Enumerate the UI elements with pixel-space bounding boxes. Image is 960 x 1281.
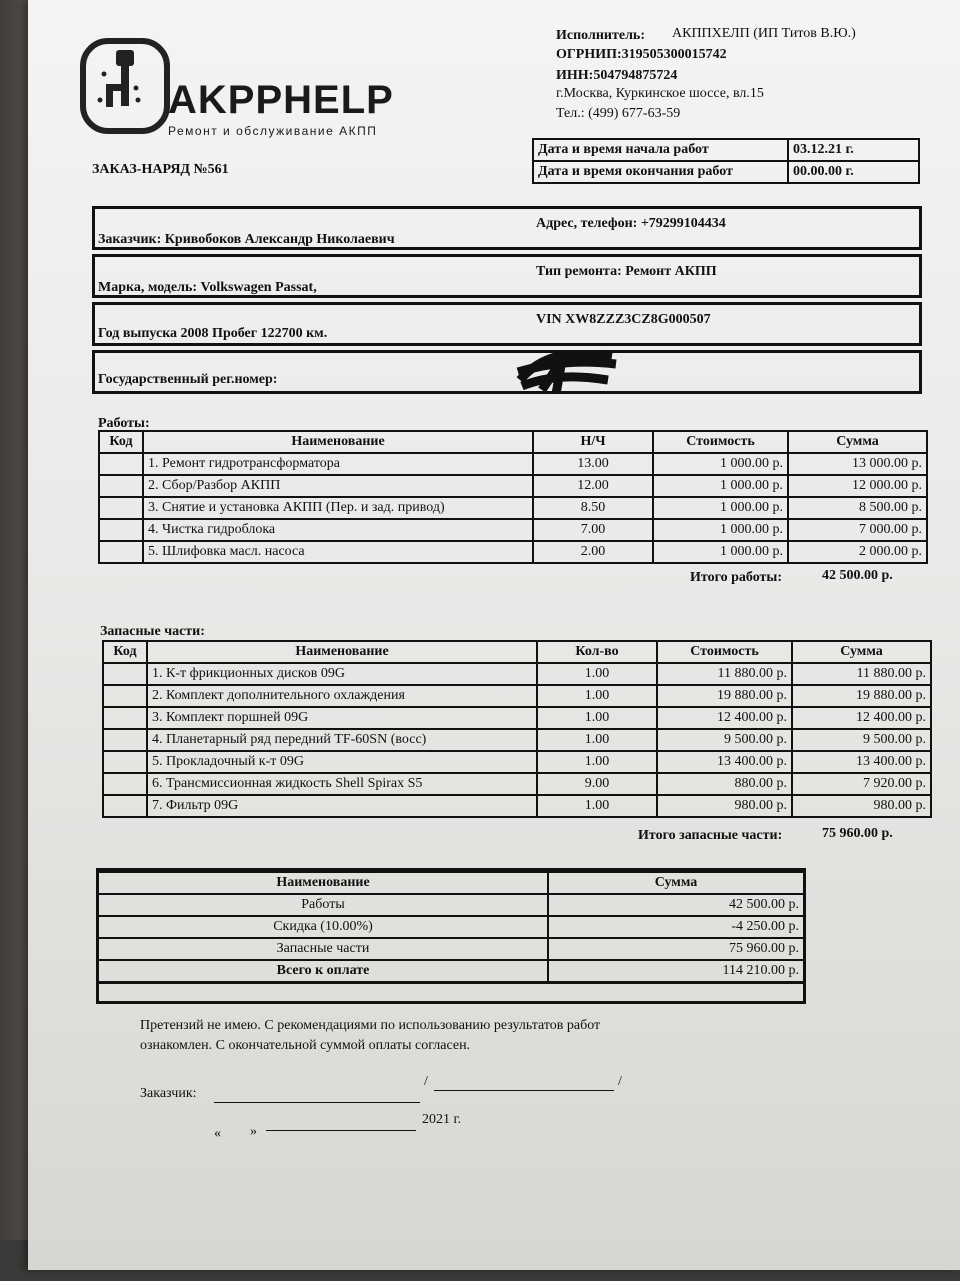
order-title: ЗАКАЗ-НАРЯД №561 [92,162,229,177]
date-quote-open: « [214,1126,221,1141]
table-row [103,795,931,817]
parts-header-price: Стоимость [657,641,792,663]
table-cell [103,663,147,685]
works-header-name: Наименование [143,431,533,453]
table-cell: 880.00 р. [657,773,792,795]
executor-inn: ИНН:504794875724 [556,68,678,83]
table-cell: 1. Ремонт гидротрансформатора [143,453,533,475]
table-row [99,453,927,475]
table-cell: 11 880.00 р. [792,663,931,685]
summary-header-sum: Сумма [548,872,805,895]
works-table [98,430,928,564]
table-cell: 1.00 [537,729,657,751]
note-line-2: ознакомлен. С окончательной суммой оплаты согласен. [140,1038,471,1053]
table-cell: 12 000.00 р. [788,475,927,497]
executor-ogrnip: ОГРНИП:319505300015742 [556,47,727,62]
table-cell: 4. Чистка гидроблока [143,519,533,541]
table-cell [103,795,147,817]
date-line [266,1116,416,1131]
table-cell: 5. Прокладочный к-т 09G [147,751,537,773]
table-cell: Скидка (10.00%) [98,916,549,938]
car-model: Марка, модель: Volkswagen Passat, [98,280,317,295]
table-cell: 9 500.00 р. [792,729,931,751]
table-cell: 2. Комплект дополнительного охлаждения [147,685,537,707]
signature-line [214,1088,420,1103]
table-cell: 3. Снятие и установка АКПП (Пер. и зад. привод) [143,497,533,519]
table-row [103,707,931,729]
table-cell: 11 880.00 р. [657,663,792,685]
table-cell: 19 880.00 р. [792,685,931,707]
parts-header-sum: Сумма [792,641,931,663]
table-cell: 13 400.00 р. [657,751,792,773]
table-cell: 6. Трансмиссионная жидкость Shell Spirax S5 [147,773,537,795]
works-title: Работы: [98,416,150,431]
table-cell: 1.00 [537,795,657,817]
signature-slash-1: / [424,1074,428,1089]
customer-name: Заказчик: Кривобоков Александр Николаевич [98,232,395,247]
logo-subtitle: Ремонт и обслуживание АКПП [168,124,378,138]
table-cell: 42 500.00 р. [548,894,805,916]
executor-address: г.Москва, Куркинское шоссе, вл.15 [556,86,764,101]
table-cell: 12 400.00 р. [657,707,792,729]
redacted-scribble [512,350,622,390]
table-cell: 8 500.00 р. [788,497,927,519]
name-line [434,1076,614,1091]
table-cell [103,773,147,795]
parts-title: Запасные части: [100,624,205,639]
works-header-sum: Сумма [788,431,927,453]
order-dates-table [532,138,920,184]
table-row [99,475,927,497]
summary-header-name: Наименование [98,872,549,895]
table-row [103,729,931,751]
table-cell: 1 000.00 р. [653,497,788,519]
end-date-label: Дата и время окончания работ [533,161,788,183]
executor-phone: Тел.: (499) 677-63-59 [556,106,681,121]
works-header-price: Стоимость [653,431,788,453]
table-cell: 1 000.00 р. [653,475,788,497]
table-cell [99,453,143,475]
vin: VIN XW8ZZZ3CZ8G000507 [536,312,711,327]
table-cell: 12.00 [533,475,653,497]
table-row [99,541,927,563]
table-cell: Всего к оплате [98,960,549,983]
parts-header-name: Наименование [147,641,537,663]
table-cell [99,475,143,497]
table-cell: 980.00 р. [657,795,792,817]
table-cell: 980.00 р. [792,795,931,817]
table-row [99,519,927,541]
table-cell: 8.50 [533,497,653,519]
table-cell: 1.00 [537,751,657,773]
start-date-value: 03.12.21 г. [788,139,919,161]
end-date-value: 00.00.00 г. [788,161,919,183]
works-header-code: Код [99,431,143,453]
table-cell: 13 000.00 р. [788,453,927,475]
table-row [103,685,931,707]
table-cell: 3. Комплект поршней 09G [147,707,537,729]
table-cell [103,707,147,729]
table-cell: 4. Планетарный ряд передний TF-60SN (восс) [147,729,537,751]
table-cell: 1. К-т фрикционных дисков 09G [147,663,537,685]
note-line-1: Претензий не имею. С рекомендациями по использованию результатов работ [140,1018,601,1033]
table-cell [99,497,143,519]
table-cell: 5. Шлифовка масл. насоса [143,541,533,563]
plate-label: Государственный рег.номер: [98,372,278,387]
table-cell: Запасные части [98,938,549,960]
table-row [103,773,931,795]
table-cell: 9 500.00 р. [657,729,792,751]
parts-header-qty: Кол-во [537,641,657,663]
table-cell: 2. Сбор/Разбор АКПП [143,475,533,497]
table-cell: -4 250.00 р. [548,916,805,938]
table-cell [99,541,143,563]
customer-signature-label: Заказчик: [140,1086,197,1101]
table-cell: 19 880.00 р. [657,685,792,707]
parts-table [102,640,932,818]
table-cell: 1.00 [537,685,657,707]
parts-header-code: Код [103,641,147,663]
table-row [99,497,927,519]
table-cell: 13 400.00 р. [792,751,931,773]
works-total-value: 42 500.00 р. [822,568,893,583]
summary-frame [96,868,806,1004]
table-cell: Работы [98,894,549,916]
signature-slash-2: / [618,1074,622,1089]
table-cell [103,751,147,773]
table-cell: 1.00 [537,663,657,685]
table-cell: 2 000.00 р. [788,541,927,563]
table-cell: 1.00 [537,707,657,729]
table-cell: 1 000.00 р. [653,519,788,541]
table-cell: 1 000.00 р. [653,453,788,475]
table-cell [103,729,147,751]
year-mileage: Год выпуска 2008 Пробег 122700 км. [98,326,328,341]
table-cell: 114 210.00 р. [548,960,805,983]
date-quote-close: » [250,1124,257,1139]
table-cell: 7 920.00 р. [792,773,931,795]
repair-type: Тип ремонта: Ремонт АКПП [536,264,717,279]
executor-label: Исполнитель: [556,28,645,43]
table-cell: 7.00 [533,519,653,541]
date-year: 2021 г. [422,1112,462,1127]
logo-icon [80,38,170,134]
table-row [103,663,931,685]
works-header-hours: Н/Ч [533,431,653,453]
customer-address-phone: Адрес, телефон: +79299104434 [536,216,726,231]
table-cell: 2.00 [533,541,653,563]
table-cell: 1 000.00 р. [653,541,788,563]
table-cell: 7. Фильтр 09G [147,795,537,817]
parts-total-value: 75 960.00 р. [822,826,893,841]
table-cell [103,685,147,707]
logo-title: AKPPHELP [168,78,394,122]
gear-shifter-icon [86,44,164,128]
parts-header-row [103,641,931,663]
table-row [103,751,931,773]
works-total-label: Итого работы: [690,570,782,585]
table-cell: 9.00 [537,773,657,795]
executor-name: АКППХЕЛП (ИП Титов В.Ю.) [672,26,856,41]
table-cell: 12 400.00 р. [792,707,931,729]
table-cell [99,519,143,541]
works-header-row [99,431,927,453]
table-cell: 7 000.00 р. [788,519,927,541]
table-cell: 75 960.00 р. [548,938,805,960]
parts-total-label: Итого запасные части: [638,828,783,843]
start-date-label: Дата и время начала работ [533,139,788,161]
table-cell: 13.00 [533,453,653,475]
